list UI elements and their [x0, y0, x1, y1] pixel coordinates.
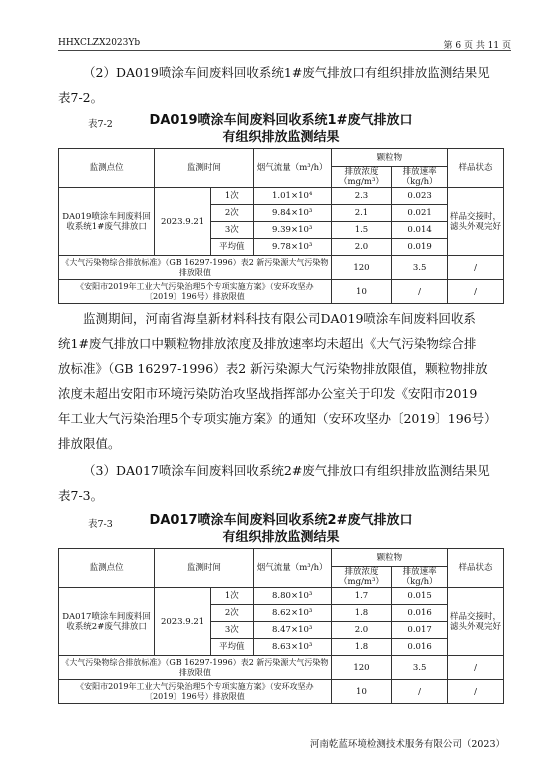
- cell-conc: 2.0: [331, 622, 391, 639]
- cell-state: 样品交接时，滤头外观完好: [448, 188, 504, 256]
- cell-point: DA017喷涂车间废料回收系统2#废气排放口: [59, 588, 155, 656]
- th-point: 监测点位: [59, 549, 155, 588]
- cell-rate: 0.016: [392, 639, 448, 656]
- std2-conc: 10: [331, 280, 391, 304]
- cell-rate: 0.017: [392, 622, 448, 639]
- cell-flow: 8.63×10³: [253, 639, 331, 656]
- std1-state: /: [448, 656, 504, 680]
- cell-conc: 1.5: [331, 222, 391, 239]
- table2-caption: [58, 512, 504, 546]
- th-flow: 烟气流量（m³/h）: [253, 549, 331, 588]
- conclusion-line: 监测期间，河南省海皇新材料科技有限公司DA019喷涂车间废料回收系: [83, 311, 476, 326]
- th-state: 样品状态: [448, 549, 504, 588]
- th-point: 监测点位: [59, 149, 155, 188]
- std2-rate: /: [392, 280, 448, 304]
- table1-title-line1: DA019喷涂车间废料回收系统1#废气排放口: [149, 113, 413, 128]
- th-rate: 排放速率（kg/h）: [392, 567, 448, 588]
- paragraph-3: [58, 458, 504, 508]
- cell-flow: 9.78×10³: [253, 239, 331, 256]
- cell-rate: 0.016: [392, 605, 448, 622]
- std1-state: /: [448, 256, 504, 280]
- para3-line1: （3）DA017喷涂车间废料回收系统2#废气排放口有组织排放监测结果见: [83, 463, 490, 478]
- conclusion-line: 放标准》（GB 16297-1996）表2 新污染源大气污染物排放限值，颗粒物排放: [58, 361, 488, 376]
- paragraph-2: [58, 60, 504, 110]
- page-header: [58, 36, 511, 51]
- table1-caption: [58, 112, 504, 146]
- cell-n: 1次: [211, 588, 254, 605]
- cell-date: 2023.9.21: [155, 188, 211, 256]
- th-time: 监测时间: [155, 149, 253, 188]
- cell-flow: 9.84×10³: [253, 205, 331, 222]
- std2-rate: /: [392, 680, 448, 704]
- cell-conc: 2.0: [331, 239, 391, 256]
- cell-rate: 0.023: [392, 188, 448, 205]
- std1-label: 《大气污染物综合排放标准》（GB 16297-1996）表2 新污染源大气污染物排放限值: [59, 256, 332, 280]
- cell-n: 1次: [211, 188, 254, 205]
- table1-title-line2: 有组织排放监测结果: [222, 130, 340, 145]
- std2-label: 《安阳市2019年工业大气污染治理5个专项实施方案》（安环攻坚办〔2019〕196号）排放限值: [59, 280, 332, 304]
- conclusion-line: 年工业大气污染治理5个专项实施方案》的通知（安环攻坚办〔2019〕196号）: [58, 411, 497, 426]
- conclusion-line: 排放限值。: [58, 436, 121, 451]
- page-number: 第 6 页 共 11 页: [443, 41, 511, 51]
- cell-n: 平均值: [211, 239, 254, 256]
- conclusion-line: 浓度未超出安阳市环境污染防治攻坚战指挥部办公室关于印发《安阳市2019: [58, 386, 478, 401]
- cell-conc: 2.1: [331, 205, 391, 222]
- table2-title-line1: DA017喷涂车间废料回收系统2#废气排放口: [149, 513, 413, 528]
- th-state: 样品状态: [448, 149, 504, 188]
- std2-state: /: [448, 680, 504, 704]
- cell-flow: 8.47×10³: [253, 622, 331, 639]
- para2-line1: （2）DA019喷涂车间废料回收系统1#废气排放口有组织排放监测结果见: [83, 65, 490, 80]
- cell-n: 3次: [211, 622, 254, 639]
- cell-flow: 1.01×10⁴: [253, 188, 331, 205]
- cell-point: DA019喷涂车间废料回收系统1#废气排放口: [59, 188, 155, 256]
- cell-state: 样品交接时，滤头外观完好: [448, 588, 504, 656]
- doc-id: HHXCLZX2023Yb: [58, 38, 141, 48]
- th-pm: 颗粒物: [331, 149, 447, 167]
- cell-conc: 2.3: [331, 188, 391, 205]
- std2-state: /: [448, 280, 504, 304]
- th-pm: 颗粒物: [331, 549, 447, 567]
- std2-label: 《安阳市2019年工业大气污染治理5个专项实施方案》（安环攻坚办〔2019〕196号）排放限值: [59, 680, 332, 704]
- para2-line2: 表7-2。: [58, 90, 104, 105]
- table1: [58, 148, 504, 304]
- cell-rate: 0.015: [392, 588, 448, 605]
- cell-date: 2023.9.21: [155, 588, 211, 656]
- cell-rate: 0.019: [392, 239, 448, 256]
- th-conc: 排放浓度（mg/m³）: [331, 167, 391, 188]
- std1-conc: 120: [331, 256, 391, 280]
- std2-conc: 10: [331, 680, 391, 704]
- cell-flow: 8.80×10³: [253, 588, 331, 605]
- para3-line2: 表7-3。: [58, 488, 104, 503]
- cell-rate: 0.021: [392, 205, 448, 222]
- cell-flow: 9.39×10³: [253, 222, 331, 239]
- th-flow: 烟气流量（m³/h）: [253, 149, 331, 188]
- std1-label: 《大气污染物综合排放标准》（GB 16297-1996）表2 新污染源大气污染物排放限值: [59, 656, 332, 680]
- conclusion-line: 统1#废气排放口中颗粒物排放浓度及排放速率均未超出《大气污染物综合排: [58, 336, 477, 351]
- table2: [58, 548, 504, 704]
- page-footer: 河南乾蓝环境检测技术服务有限公司（2023）: [309, 739, 505, 750]
- cell-n: 3次: [211, 222, 254, 239]
- cell-conc: 1.8: [331, 639, 391, 656]
- cell-flow: 8.62×10³: [253, 605, 331, 622]
- cell-conc: 1.8: [331, 605, 391, 622]
- cell-conc: 1.7: [331, 588, 391, 605]
- th-conc: 排放浓度（mg/m³）: [331, 567, 391, 588]
- th-rate: 排放速率（kg/h）: [392, 167, 448, 188]
- std1-rate: 3.5: [392, 656, 448, 680]
- std1-conc: 120: [331, 656, 391, 680]
- th-time: 监测时间: [155, 549, 253, 588]
- cell-n: 平均值: [211, 639, 254, 656]
- cell-n: 2次: [211, 205, 254, 222]
- table2-number: 表7-3: [88, 519, 113, 530]
- table2-title-line2: 有组织排放监测结果: [222, 530, 340, 545]
- cell-n: 2次: [211, 605, 254, 622]
- cell-rate: 0.014: [392, 222, 448, 239]
- paragraph-conclusion: [58, 306, 504, 456]
- std1-rate: 3.5: [392, 256, 448, 280]
- table1-number: 表7-2: [88, 119, 113, 130]
